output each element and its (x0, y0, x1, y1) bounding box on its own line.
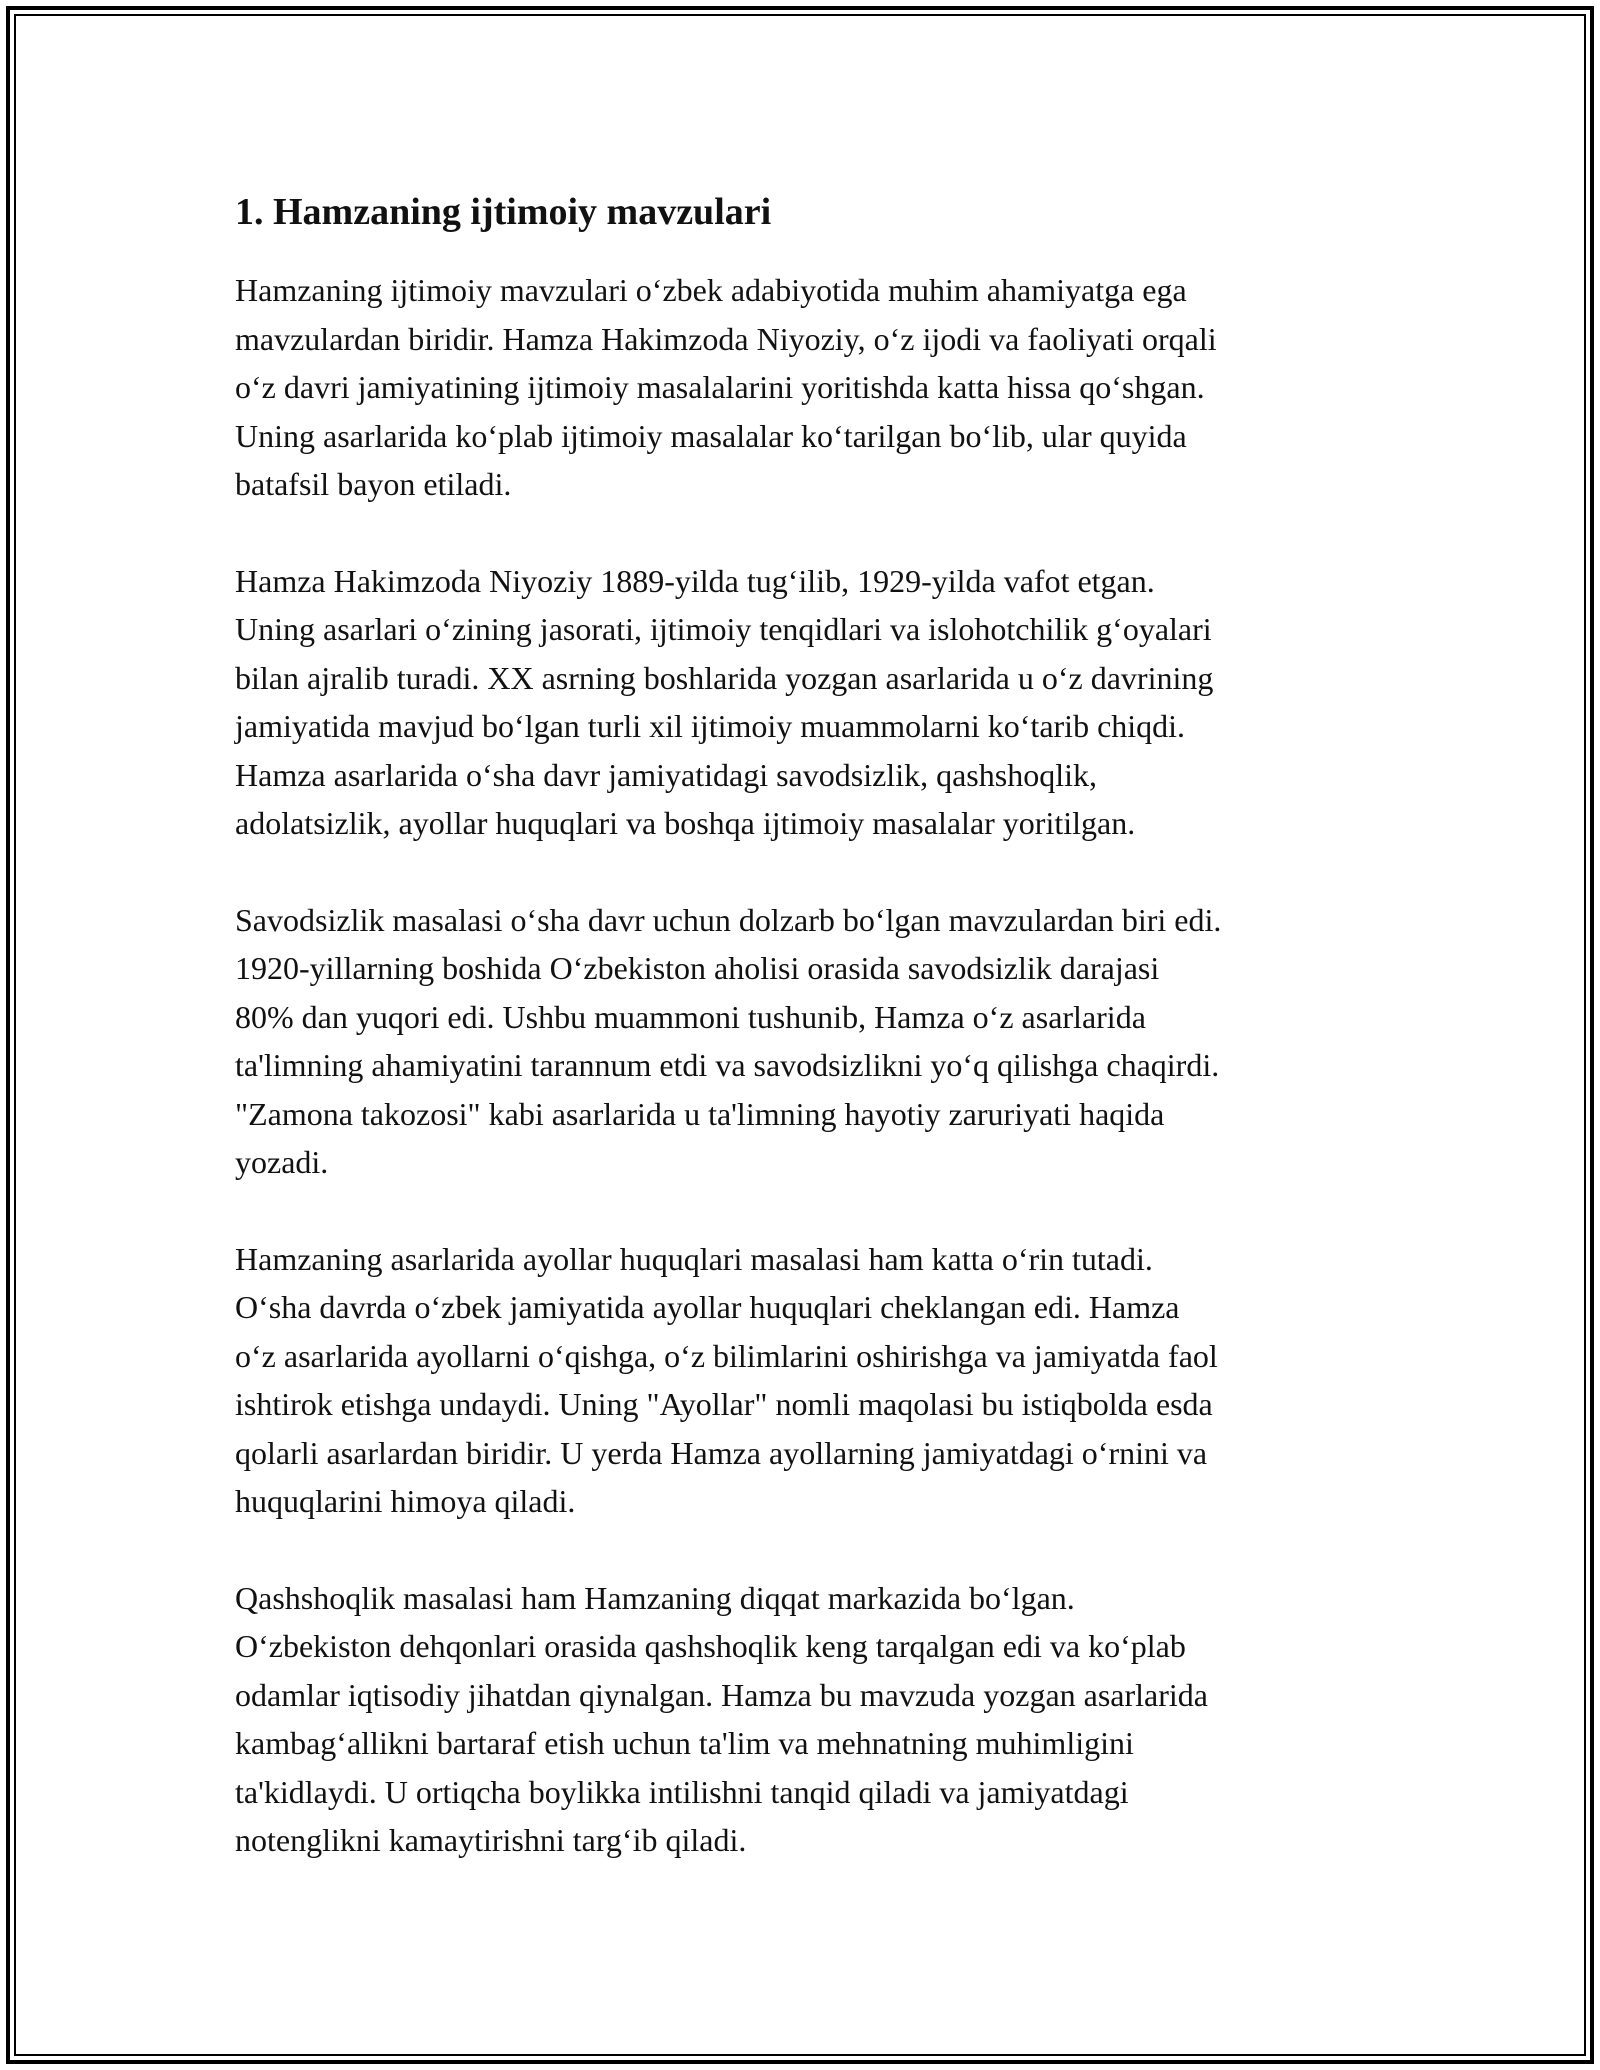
text-line: huquqlarini himoya qiladi. (235, 1483, 576, 1519)
text-line: Hamzaning asarlarida ayollar huquqlari masalasi ham katta o‘rin tutadi. (235, 1240, 1153, 1277)
text-line: Savodsizlik masalasi o‘sha davr uchun dolzarb bo‘lgan mavzulardan biri edi. (235, 901, 1222, 938)
text-line: mavzulardan biridir. Hamza Hakimzoda Niyoziy, o‘z ijodi va faoliyati orqali (235, 320, 1217, 357)
text-line: 1920-yillarning boshida O‘zbekiston aholisi orasida savodsizlik darajasi (235, 950, 1160, 986)
text-line: kambag‘allikni bartaraf etish uchun ta'lim va mehnatning muhimligini (235, 1725, 1134, 1761)
text-line: odamlar iqtisodiy jihatdan qiynalgan. Hamza bu mavzuda yozgan asarlarida (235, 1676, 1208, 1713)
paragraph-biography (235, 557, 1375, 848)
document-body (235, 186, 1375, 1913)
text-line: Hamza Hakimzoda Niyoziy 1889-yilda tug‘ilib, 1929-yilda vafot etgan. (235, 562, 1155, 599)
text-line: O‘sha davrda o‘zbek jamiyatida ayollar huquqlari cheklangan edi. Hamza (235, 1289, 1180, 1325)
text-line: bilan ajralib turadi. XX asrning boshlarida yozgan asarlarida u o‘z davrining (235, 659, 1214, 696)
text-line: yozadi. (235, 1144, 329, 1180)
paragraph-illiteracy (235, 896, 1375, 1187)
text-line: Hamzaning ijtimoiy mavzulari o‘zbek adabiyotida muhim ahamiyatga ega (235, 272, 1187, 308)
text-line: O‘zbekiston dehqonlari orasida qashshoqlik keng tarqalgan edi va ko‘plab (235, 1628, 1186, 1664)
text-line: o‘z asarlarida ayollarni o‘qishga, o‘z bilimlarini oshirishga va jamiyatda faol (235, 1337, 1218, 1374)
text-line: Uning asarlari o‘zining jasorati, ijtimoiy tenqidlari va islohotchilik g‘oyalari (235, 611, 1212, 647)
text-line: qolarli asarlardan biridir. U yerda Hamza ayollarning jamiyatdagi o‘rnini va (235, 1434, 1208, 1471)
text-line: 80% dan yuqori edi. Ushbu muammoni tushunib, Hamza o‘z asarlarida (235, 998, 1146, 1035)
text-line: ta'kidlaydi. U ortiqcha boylikka intilishni tanqid qiladi va jamiyatdagi (235, 1773, 1129, 1810)
text-line: o‘z davri jamiyatining ijtimoiy masalalarini yoritishda katta hissa qo‘shgan. (235, 369, 1205, 405)
text-line: Qashshoqlik masalasi ham Hamzaning diqqat markazida bo‘lgan. (235, 1579, 1075, 1616)
paragraph-poverty (235, 1574, 1375, 1865)
section-heading: 1. Hamzaning ijtimoiy mavzulari (235, 191, 772, 233)
text-line: ishtirok etishga undaydi. Uning "Ayollar" nomli maqolasi bu istiqbolda esda (235, 1386, 1213, 1422)
text-line: notenglikni kamaytirishni targ‘ib qiladi. (235, 1822, 747, 1858)
text-line: "Zamona takozosi" kabi asarlarida u ta'limning hayotiy zaruriyati haqida (235, 1095, 1165, 1132)
text-line: Uning asarlarida ko‘plab ijtimoiy masalalar ko‘tarilgan bo‘lib, ular quyida (235, 417, 1187, 454)
paragraph-intro (235, 266, 1375, 509)
text-line: Hamza asarlarida o‘sha davr jamiyatidagi savodsizlik, qashshoqlik, (235, 756, 1097, 793)
text-line: adolatsizlik, ayollar huquqlari va boshqa ijtimoiy masalalar yoritilgan. (235, 805, 1136, 841)
paragraph-womens-rights (235, 1235, 1375, 1526)
text-line: batafsil bayon etiladi. (235, 466, 512, 502)
text-line: ta'limning ahamiyatini tarannum etdi va savodsizlikni yo‘q qilishga chaqirdi. (235, 1047, 1220, 1083)
text-line: jamiyatida mavjud bo‘lgan turli xil ijtimoiy muammolarni ko‘tarib chiqdi. (235, 708, 1186, 744)
